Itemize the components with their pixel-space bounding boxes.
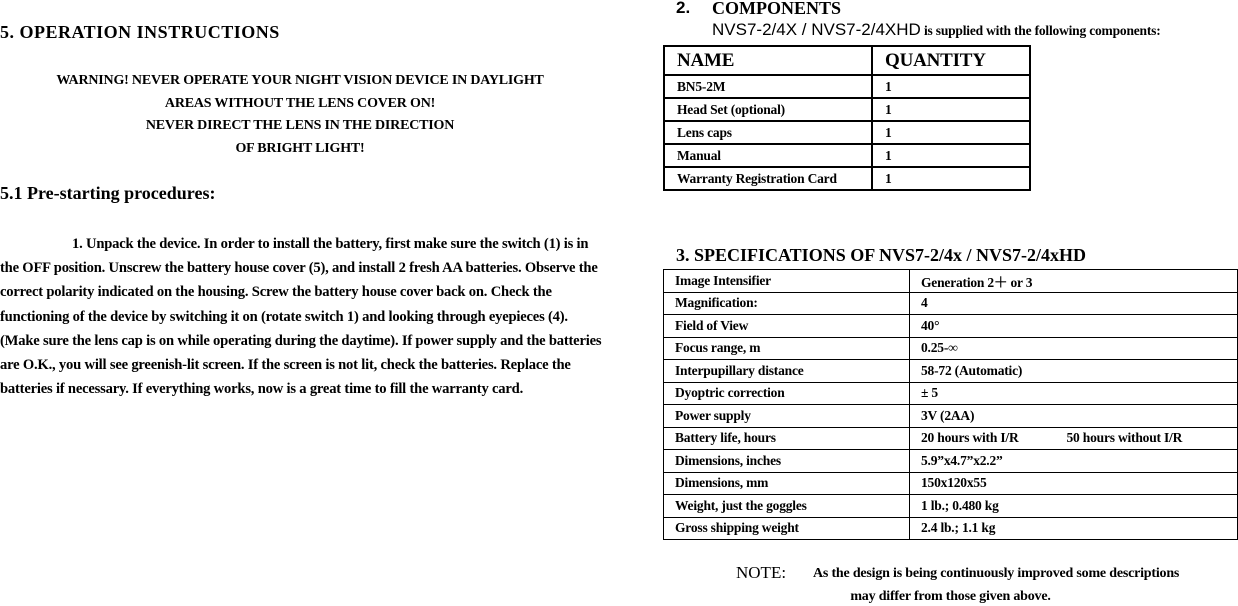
note-line-1: As the design is being continuously improved some descriptions <box>813 566 1180 581</box>
spec-value: 5.9”x4.7”x2.2” <box>910 450 1238 473</box>
component-name: Manual <box>664 144 872 167</box>
section-2-number: 2. <box>676 0 691 17</box>
table-row <box>664 292 1238 315</box>
table-row <box>664 144 1030 167</box>
spec-name: Focus range, m <box>664 337 910 360</box>
table-row <box>664 167 1030 190</box>
model-name: NVS7-2/4X / NVS7-2/4XHD <box>712 20 921 39</box>
table-row <box>664 450 1238 473</box>
spec-value <box>910 427 1238 450</box>
spec-value: 2.4 lb.; 1.1 kg <box>910 517 1238 540</box>
warning-line: WARNING! NEVER OPERATE YOUR NIGHT VISION DEVICE IN DAYLIGHT <box>56 73 544 88</box>
spec-name: Dyoptric correction <box>664 382 910 405</box>
supplied-text: is supplied with the following components: <box>920 23 1161 38</box>
procedure-text: 1. Unpack the device. In order to install the battery, first make sure the switch (1) is in the OFF position. Unscrew the battery house cover (5), and install 2 fresh AA batteries. Observe the correct polarity indicated on the housing. Screw the battery house cover back on. Check the functioning of the device by switching it on (rotate switch 1) and looking through eyepieces (4). (Make sure the lens cap is on while operating during the daytime). If power supply and the batteries are O.K., you will see greenish-lit screen. If the screen is not lit, check the batteries. Replace the batteries if necessary. If everything works, now is a great time to fill the warranty card. <box>0 236 602 398</box>
table-row <box>664 360 1238 383</box>
header-name: NAME <box>664 46 872 75</box>
table-row <box>664 405 1238 428</box>
spec-name: Field of View <box>664 315 910 338</box>
component-name: Warranty Registration Card <box>664 167 872 190</box>
table-row <box>664 75 1030 98</box>
battery-life-with-ir: 20 hours with I/R <box>921 430 1019 446</box>
note-line-2: may differ from those given above. <box>850 589 1051 604</box>
spec-name: Magnification: <box>664 292 910 315</box>
spec-name: Weight, just the goggles <box>664 495 910 518</box>
spec-value: 58-72 (Automatic) <box>910 360 1238 383</box>
section-2-title: COMPONENTS <box>712 0 842 18</box>
component-quantity: 1 <box>872 167 1030 190</box>
table-row <box>664 337 1238 360</box>
section-5-1-title: 5.1 Pre-starting procedures: <box>0 183 216 203</box>
table-header-row <box>664 46 1030 75</box>
spec-value: ± 5 <box>910 382 1238 405</box>
spec-name: Battery life, hours <box>664 427 910 450</box>
table-row <box>664 472 1238 495</box>
spec-name: Dimensions, mm <box>664 472 910 495</box>
component-name: Lens caps <box>664 121 872 144</box>
spec-name: Gross shipping weight <box>664 517 910 540</box>
spec-value: 1 lb.; 0.480 kg <box>910 495 1238 518</box>
warning-line: NEVER DIRECT THE LENS IN THE DIRECTION <box>145 118 455 133</box>
table-row <box>664 315 1238 338</box>
components-table <box>663 45 1031 191</box>
spec-name: Dimensions, inches <box>664 450 910 473</box>
table-row <box>664 517 1238 540</box>
spec-value: Generation 2＋ or 3 <box>910 270 1238 293</box>
spec-value: 0.25-∞ <box>910 337 1238 360</box>
spec-value: 3V (2AA) <box>910 405 1238 428</box>
procedure-paragraph <box>0 232 608 401</box>
warning-block <box>0 70 600 160</box>
table-row <box>664 495 1238 518</box>
spec-name: Image Intensifier <box>664 270 910 293</box>
spec-value: 40° <box>910 315 1238 338</box>
section-3-title: 3. SPECIFICATIONS OF NVS7-2/4x / NVS7-2/4xHD <box>676 245 1087 265</box>
header-quantity: QUANTITY <box>872 46 1030 75</box>
section-5-title: 5. OPERATION INSTRUCTIONS <box>0 22 280 42</box>
spec-name: Power supply <box>664 405 910 428</box>
table-row <box>664 121 1030 144</box>
specifications-table <box>663 269 1238 540</box>
supplied-line <box>712 20 1161 40</box>
component-quantity: 1 <box>872 144 1030 167</box>
spec-name: Interpupillary distance <box>664 360 910 383</box>
table-row <box>664 98 1030 121</box>
component-quantity: 1 <box>872 75 1030 98</box>
warning-line: OF BRIGHT LIGHT! <box>235 140 365 156</box>
component-name: Head Set (optional) <box>664 98 872 121</box>
spec-value: 150x120x55 <box>910 472 1238 495</box>
component-quantity: 1 <box>872 98 1030 121</box>
warning-line: AREAS WITHOUT THE LENS COVER ON! <box>164 95 436 111</box>
table-row <box>664 382 1238 405</box>
table-row <box>664 270 1238 293</box>
spec-value: 4 <box>910 292 1238 315</box>
battery-life-without-ir: 50 hours without I/R <box>1066 430 1183 446</box>
component-name: BN5-2M <box>664 75 872 98</box>
table-row <box>664 427 1238 450</box>
component-quantity: 1 <box>872 121 1030 144</box>
note-label: NOTE: <box>736 563 787 582</box>
